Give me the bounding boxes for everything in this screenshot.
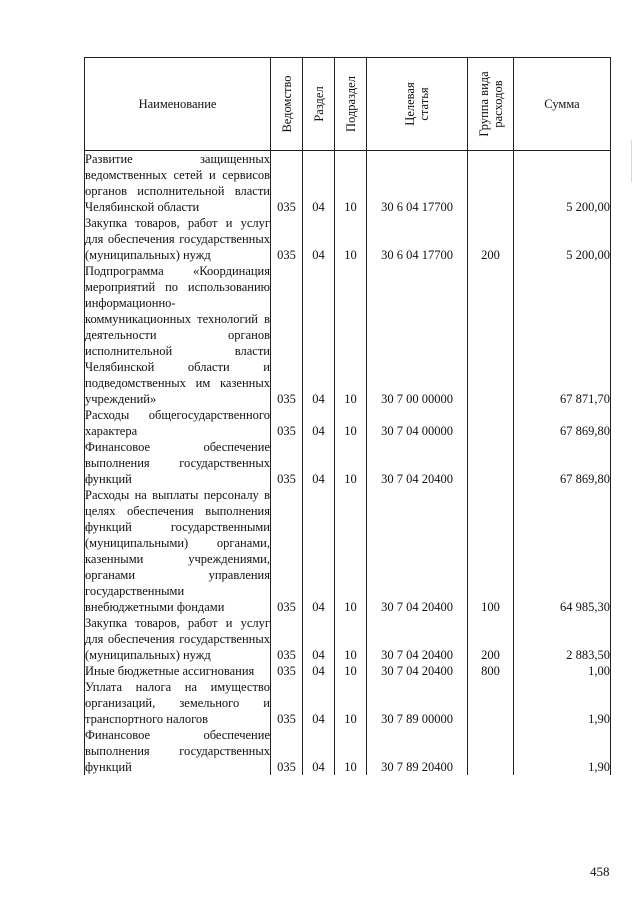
row-expense-group-cell <box>468 679 514 727</box>
row-amount-cell: 67 869,80 <box>514 439 611 487</box>
row-name-cell: Подпрограмма «Координация мероприятий по использованию информационно-коммуникационных технологий в деятельности органов исполнительной власти Челябинской области и подведомственных им казенных учреждений» <box>85 264 270 406</box>
row-subsection-cell: 10 <box>335 151 367 216</box>
header-expense-group <box>468 58 514 151</box>
row-subsection-cell: 10 <box>335 439 367 487</box>
row-name-cell: Развитие защищенных ведомственных сетей и сервисов органов исполнительной власти Челябинской области <box>85 152 270 214</box>
row-name-cell: Закупка товаров, работ и услуг для обеспечения государственных (муниципальных) нужд <box>85 216 270 262</box>
header-department <box>271 58 303 151</box>
row-name-cell: Закупка товаров, работ и услуг для обеспечения государственных (муниципальных) нужд <box>85 616 270 662</box>
row-amount-cell: 5 200,00 <box>514 215 611 263</box>
row-department-cell: 035 <box>271 615 303 663</box>
row-section-cell: 04 <box>303 487 335 615</box>
row-section-cell: 04 <box>303 151 335 216</box>
table-body <box>85 151 611 776</box>
header-target-line1: Целевая <box>403 82 417 126</box>
row-department-cell: 035 <box>271 487 303 615</box>
row-section-cell: 04 <box>303 215 335 263</box>
header-subsection-label: Подраздел <box>343 76 358 132</box>
row-expense-group-cell <box>468 439 514 487</box>
row-amount-cell: 67 869,80 <box>514 407 611 439</box>
row-department-cell: 035 <box>271 407 303 439</box>
table-row <box>85 407 611 439</box>
row-subsection-cell: 10 <box>335 615 367 663</box>
header-target-article <box>367 58 468 151</box>
row-subsection-cell: 10 <box>335 215 367 263</box>
row-amount-cell: 1,90 <box>514 727 611 775</box>
row-amount-cell: 5 200,00 <box>514 151 611 216</box>
row-target-article-cell: 30 6 04 17700 <box>367 215 468 263</box>
row-subsection-cell: 10 <box>335 487 367 615</box>
row-target-article-cell: 30 7 04 20400 <box>367 615 468 663</box>
table-row <box>85 439 611 487</box>
row-name-cell: Уплата налога на имущество организаций, земельного и транспортного налогов <box>85 680 270 726</box>
header-section-label: Раздел <box>311 86 326 122</box>
header-target-article-label <box>403 82 431 125</box>
row-target-article-cell: 30 7 04 20400 <box>367 487 468 615</box>
row-amount-cell: 2 883,50 <box>514 615 611 663</box>
row-amount-cell: 1,90 <box>514 679 611 727</box>
row-expense-group-cell <box>468 727 514 775</box>
row-section-cell: 04 <box>303 407 335 439</box>
row-name-cell: Иные бюджетные ассигнования <box>85 663 271 679</box>
header-group-line1: Группа вида <box>476 71 491 137</box>
row-department-cell: 035 <box>271 263 303 407</box>
header-section <box>303 58 335 151</box>
row-expense-group-cell: 100 <box>468 487 514 615</box>
row-department-cell: 035 <box>271 151 303 216</box>
header-department-label: Ведомство <box>279 75 294 133</box>
page-number: 458 <box>590 864 610 879</box>
row-department-cell: 035 <box>271 663 303 679</box>
row-expense-group-cell <box>468 151 514 216</box>
table-row <box>85 263 611 407</box>
row-subsection-cell: 10 <box>335 679 367 727</box>
row-section-cell: 04 <box>303 439 335 487</box>
row-department-cell: 035 <box>271 727 303 775</box>
row-amount-cell: 64 985,30 <box>514 487 611 615</box>
row-department-cell: 035 <box>271 215 303 263</box>
header-amount: Сумма <box>514 58 611 151</box>
row-expense-group-cell: 200 <box>468 215 514 263</box>
table-row <box>85 679 611 727</box>
budget-table <box>84 57 611 775</box>
scan-edge-mark <box>631 140 632 182</box>
row-subsection-cell: 10 <box>335 663 367 679</box>
row-name-cell: Финансовое обеспечение выполнения государственных функций <box>85 728 270 774</box>
row-amount-cell: 1,00 <box>514 663 611 679</box>
header-expense-group-label <box>477 71 505 136</box>
row-section-cell: 04 <box>303 663 335 679</box>
row-expense-group-cell <box>468 407 514 439</box>
row-target-article-cell: 30 7 89 00000 <box>367 679 468 727</box>
row-name-cell: Финансовое обеспечение выполнения государственных функций <box>85 440 270 486</box>
row-section-cell: 04 <box>303 263 335 407</box>
row-subsection-cell: 10 <box>335 727 367 775</box>
row-expense-group-cell: 800 <box>468 663 514 679</box>
table-row <box>85 151 611 216</box>
header-name: Наименование <box>85 58 271 151</box>
row-target-article-cell: 30 7 00 00000 <box>367 263 468 407</box>
table-row <box>85 615 611 663</box>
row-name-cell: Расходы на выплаты персоналу в целях обеспечения выполнения функций государственными (муниципальными) органами, казенными учреждениями, органами управления государственными внебюджетными фондами <box>85 488 270 614</box>
row-section-cell: 04 <box>303 679 335 727</box>
row-target-article-cell: 30 7 04 00000 <box>367 407 468 439</box>
header-subsection <box>335 58 367 151</box>
row-name-cell: Расходы общегосударственного характера <box>85 408 270 438</box>
row-section-cell: 04 <box>303 727 335 775</box>
row-target-article-cell: 30 6 04 17700 <box>367 151 468 216</box>
row-subsection-cell: 10 <box>335 263 367 407</box>
row-section-cell: 04 <box>303 615 335 663</box>
table-row <box>85 215 611 263</box>
row-expense-group-cell: 200 <box>468 615 514 663</box>
row-target-article-cell: 30 7 04 20400 <box>367 663 468 679</box>
header-target-line2: статья <box>417 87 431 121</box>
row-expense-group-cell <box>468 263 514 407</box>
table-row <box>85 727 611 775</box>
row-target-article-cell: 30 7 04 20400 <box>367 439 468 487</box>
row-subsection-cell: 10 <box>335 407 367 439</box>
table-header-row <box>85 58 611 151</box>
row-amount-cell: 67 871,70 <box>514 263 611 407</box>
row-department-cell: 035 <box>271 679 303 727</box>
table-row <box>85 663 611 679</box>
row-target-article-cell: 30 7 89 20400 <box>367 727 468 775</box>
row-department-cell: 035 <box>271 439 303 487</box>
table-row <box>85 487 611 615</box>
header-group-line2: расходов <box>490 80 505 128</box>
